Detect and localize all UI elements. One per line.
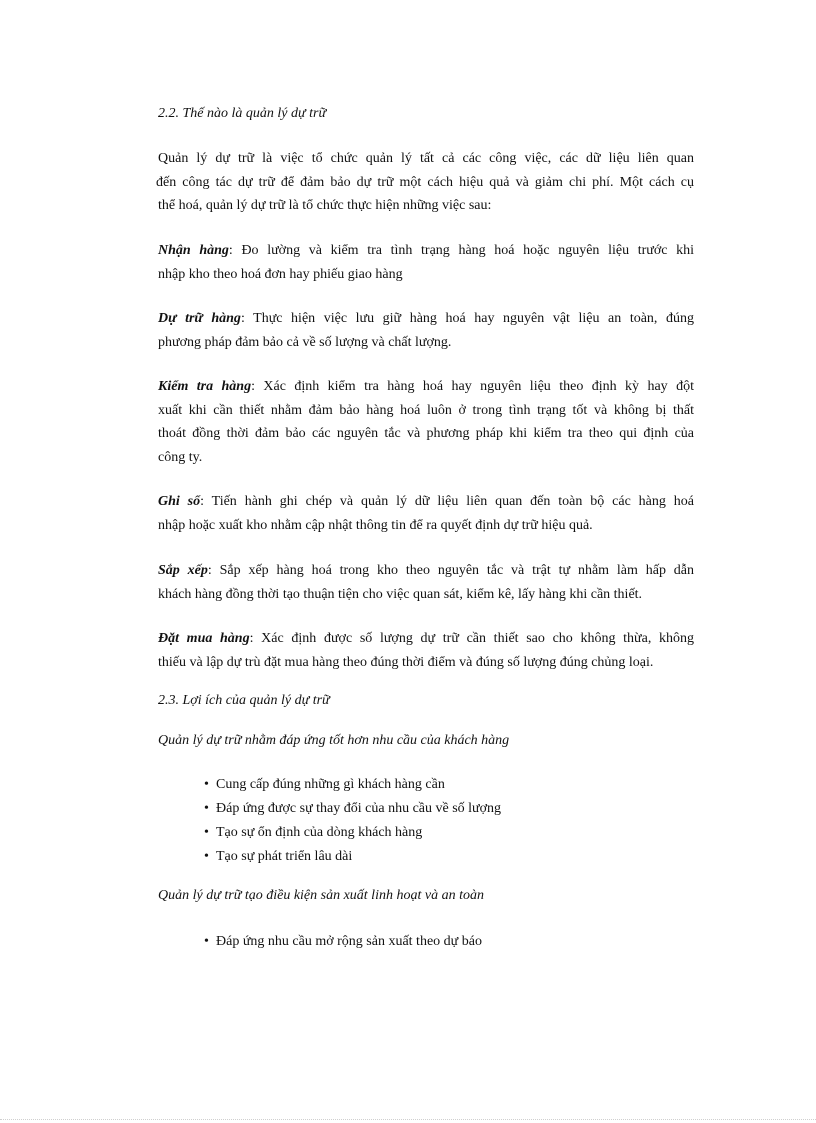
item-text: : Xác định kiểm tra hàng hoá hay nguyên liệu theo định kỳ hay đột xyxy=(251,379,694,394)
item-line: công ty. xyxy=(158,449,203,465)
item-text: : Tiến hành ghi chép và quản lý dữ liệu liên quan đến toàn bộ các hàng hoá xyxy=(200,494,695,509)
item-line: xuất khi cần thiết nhằm đảm bảo hàng hoá luôn ở trong tình trạng tốt và không bị thất xyxy=(158,402,694,418)
benefit-list-1 xyxy=(204,773,501,869)
item-line xyxy=(158,559,694,583)
item-sap-xep xyxy=(158,559,694,606)
item-term: Ghi sổ xyxy=(158,494,201,509)
item-term: Dự trữ hàng xyxy=(158,311,241,326)
list-item xyxy=(204,773,501,797)
item-line: nhập kho theo hoá đơn hay phiếu giao hàng xyxy=(158,266,403,282)
section-heading-2-2: 2.2. Thế nào là quản lý dự trữ xyxy=(158,106,327,121)
bullet-icon: • xyxy=(204,825,209,840)
item-nhan-hang xyxy=(158,239,694,286)
item-line: khách hàng đồng thời tạo thuận tiện cho việc quan sát, kiểm kê, lấy hàng khi cần thiết. xyxy=(158,586,643,602)
list-item xyxy=(204,821,501,845)
list-item xyxy=(204,930,482,954)
item-line: thiếu và lập dự trù đặt mua hàng theo đúng thời điểm và đúng số lượng đúng chủng loại. xyxy=(158,654,654,670)
bullet-icon: • xyxy=(204,849,209,864)
page-bottom-divider xyxy=(0,1119,816,1120)
list-item-text: Tạo sự ổn định của dòng khách hàng xyxy=(216,825,423,840)
list-item-text: Cung cấp đúng những gì khách hàng cần xyxy=(216,777,445,792)
intro-line-1: Quản lý dự trữ là việc tổ chức quản lý tất cả các công việc, các dữ liệu liên quan xyxy=(158,151,694,166)
list-item-text: Tạo sự phát triển lâu dài xyxy=(216,849,353,864)
item-text: : Sắp xếp hàng hoá trong kho theo nguyên tắc và trật tự nhằm làm hấp dẫn xyxy=(207,563,695,578)
item-line xyxy=(158,307,694,331)
item-ghi-so xyxy=(158,490,694,537)
benefit-heading-2: Quản lý dự trữ tạo điều kiện sản xuất linh hoạt và an toàn xyxy=(158,888,484,903)
item-kiem-tra-hang xyxy=(158,375,694,469)
bullet-icon: • xyxy=(204,934,209,949)
list-item-text: Đáp ứng được sự thay đổi của nhu cầu về số lượng xyxy=(216,801,502,816)
item-term: Đặt mua hàng xyxy=(158,631,250,646)
item-du-tru-hang xyxy=(158,307,694,354)
item-line: nhập hoặc xuất kho nhằm cập nhật thông tin để ra quyết định dự trữ hiệu quả. xyxy=(158,517,593,533)
item-term: Kiểm tra hàng xyxy=(158,379,252,394)
item-dat-mua-hang xyxy=(158,627,694,674)
item-line xyxy=(158,375,694,399)
item-line: thoát đồng thời đảm bảo các nguyên tắc và phương pháp khi kiểm tra theo qui định của xyxy=(158,426,694,441)
intro-paragraph xyxy=(158,147,694,218)
item-term: Sắp xếp xyxy=(158,563,208,578)
list-item xyxy=(204,797,501,821)
item-text: : Đo lường và kiểm tra tình trạng hàng hoá hoặc nguyên liệu trước khi xyxy=(228,243,694,258)
list-item xyxy=(204,845,501,869)
item-line xyxy=(158,627,694,651)
benefit-heading-1: Quản lý dự trữ nhằm đáp ứng tốt hơn nhu cầu của khách hàng xyxy=(158,733,510,748)
bullet-icon: • xyxy=(204,801,209,816)
item-text: : Thực hiện việc lưu giữ hàng hoá hay nguyên vật liệu an toàn, đúng xyxy=(240,311,695,326)
item-line: phương pháp đảm bảo cả về số lượng và chất lượng. xyxy=(158,334,452,350)
list-item-text: Đáp ứng nhu cầu mở rộng sản xuất theo dự báo xyxy=(216,934,482,949)
item-line xyxy=(158,239,694,263)
intro-line-2: đến công tác dự trữ để đảm bảo dự trữ một cách hiệu quả và giảm chi phí. Một cách cụ xyxy=(156,174,694,190)
intro-line-3: thể hoá, quản lý dự trữ là tổ chức thực hiện những việc sau: xyxy=(158,198,492,213)
benefit-list-2 xyxy=(204,930,482,954)
item-text: : Xác định được số lượng dự trữ cần thiết sao cho không thừa, không xyxy=(249,631,694,646)
bullet-icon: • xyxy=(204,777,209,792)
section-heading-2-3: 2.3. Lợi ích của quản lý dự trữ xyxy=(158,693,330,708)
item-term: Nhận hàng xyxy=(158,243,229,258)
item-line xyxy=(158,490,694,514)
